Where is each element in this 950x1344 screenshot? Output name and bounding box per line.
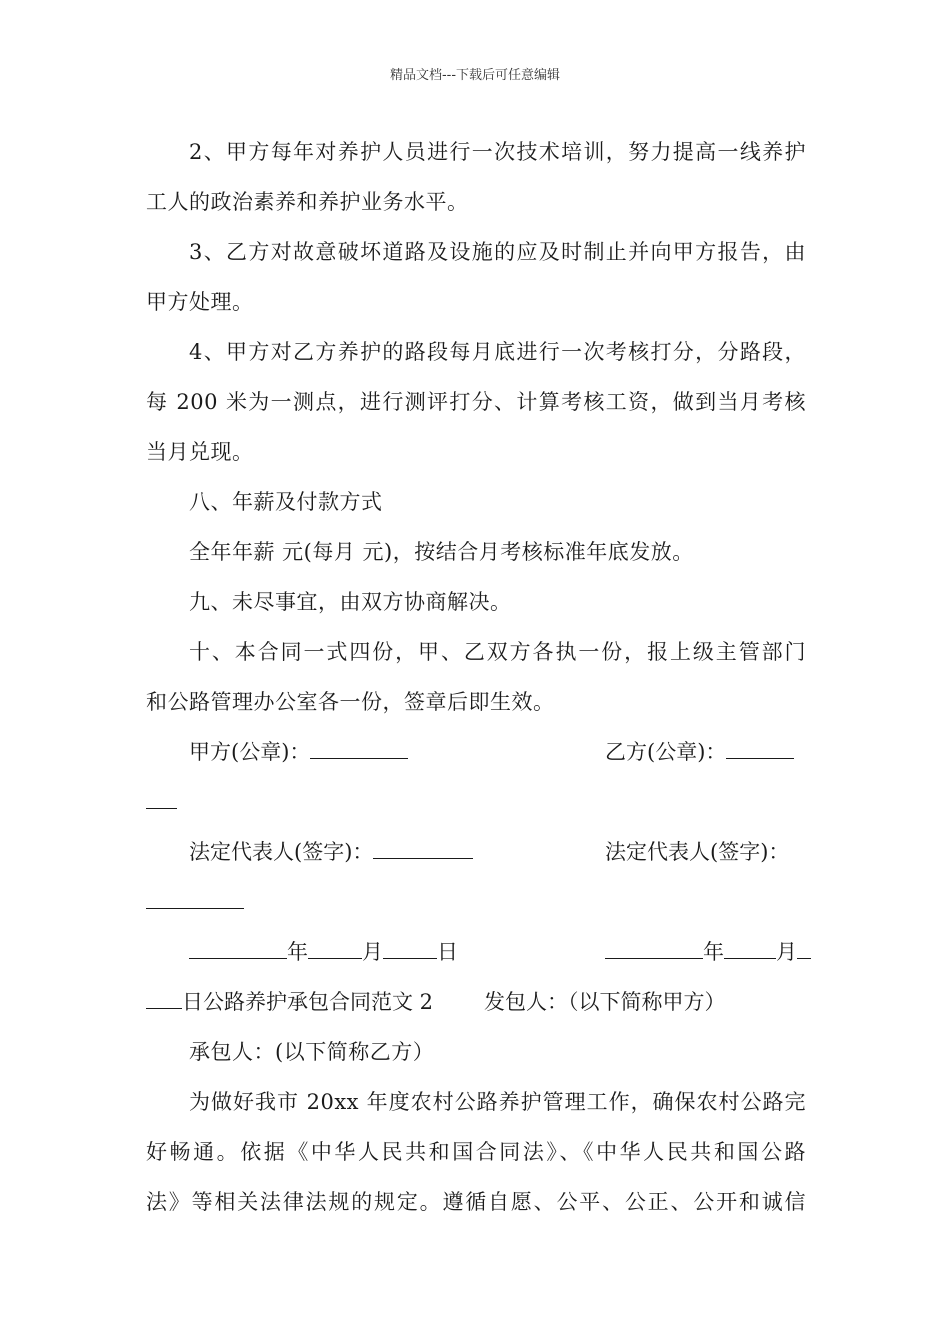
rep-a-label: 法定代表人(签字)：	[189, 840, 374, 864]
paragraph-line: 为做好我市 20xx 年度农村公路养护管理工作，确保农村公路完	[189, 1090, 806, 1114]
date-a	[189, 938, 458, 966]
paragraph-line: 十、本合同一式四份，甲、乙双方各执一份，报上级主管部门	[189, 640, 806, 664]
paragraph-line: 4、甲方对乙方养护的路段每月底进行一次考核打分，分路段，	[189, 340, 806, 364]
paragraph-line: 工人的政治素养和养护业务水平。	[146, 190, 469, 214]
page-header: 精品文档---下载后可任意编辑	[389, 68, 561, 83]
date-b-year: 年	[703, 940, 724, 964]
date-a-year: 年	[287, 940, 308, 964]
paragraph-line: 当月兑现。	[146, 440, 254, 464]
date-b-day-and-title: 日公路养护承包合同范文 2	[182, 990, 434, 1014]
party-b-seal	[605, 738, 794, 766]
paragraph-line: 2、甲方每年对养护人员进行一次技术培训，努力提高一线养护	[189, 140, 806, 164]
date-b-month: 月	[776, 940, 797, 964]
party-a-seal-blank	[310, 738, 408, 759]
rep-b-blank-continued	[146, 888, 244, 916]
paragraph-line: 每 200 米为一测点，进行测评打分、计算考核工资，做到当月考核	[146, 390, 806, 414]
party-a-seal	[189, 738, 408, 766]
paragraph-line: 3、乙方对故意破坏道路及设施的应及时制止并向甲方报告，由	[189, 240, 806, 264]
paragraph-line: 甲方处理。	[146, 290, 254, 314]
rep-b-blank	[146, 888, 244, 909]
contractor-b-line: 承包人：(以下简称乙方）	[189, 1040, 435, 1064]
section-heading: 八、年薪及付款方式	[189, 490, 383, 514]
section-heading: 九、未尽事宜，由双方协商解决。	[189, 590, 512, 614]
date-a-day: 日	[437, 940, 458, 964]
party-b-seal-blank	[726, 738, 794, 759]
rep-a-blank	[373, 838, 473, 859]
rep-b	[605, 838, 789, 866]
party-b-seal-label: 乙方(公章)：	[605, 740, 727, 764]
contractor-a-line: 发包人：（以下简称甲方）	[484, 990, 726, 1014]
combined-line	[146, 988, 433, 1016]
date-a-month: 月	[362, 940, 383, 964]
paragraph-line: 全年年薪 元(每月 元)，按结合月考核标准年底发放。	[189, 540, 694, 564]
rep-b-label: 法定代表人(签字)：	[605, 840, 790, 864]
party-a-seal-label: 甲方(公章)：	[189, 740, 311, 764]
paragraph-line: 法》等相关法律法规的规定。遵循自愿、公平、公正、公开和诚信	[146, 1190, 806, 1214]
date-b	[605, 938, 811, 966]
paragraph-line: 好畅通。依据《中华人民共和国合同法》、《中华人民共和国公路	[146, 1140, 806, 1164]
party-b-seal-blank-continued	[146, 788, 177, 816]
paragraph-line: 和公路管理办公室各一份，签章后即生效。	[146, 690, 555, 714]
rep-a	[189, 838, 473, 866]
